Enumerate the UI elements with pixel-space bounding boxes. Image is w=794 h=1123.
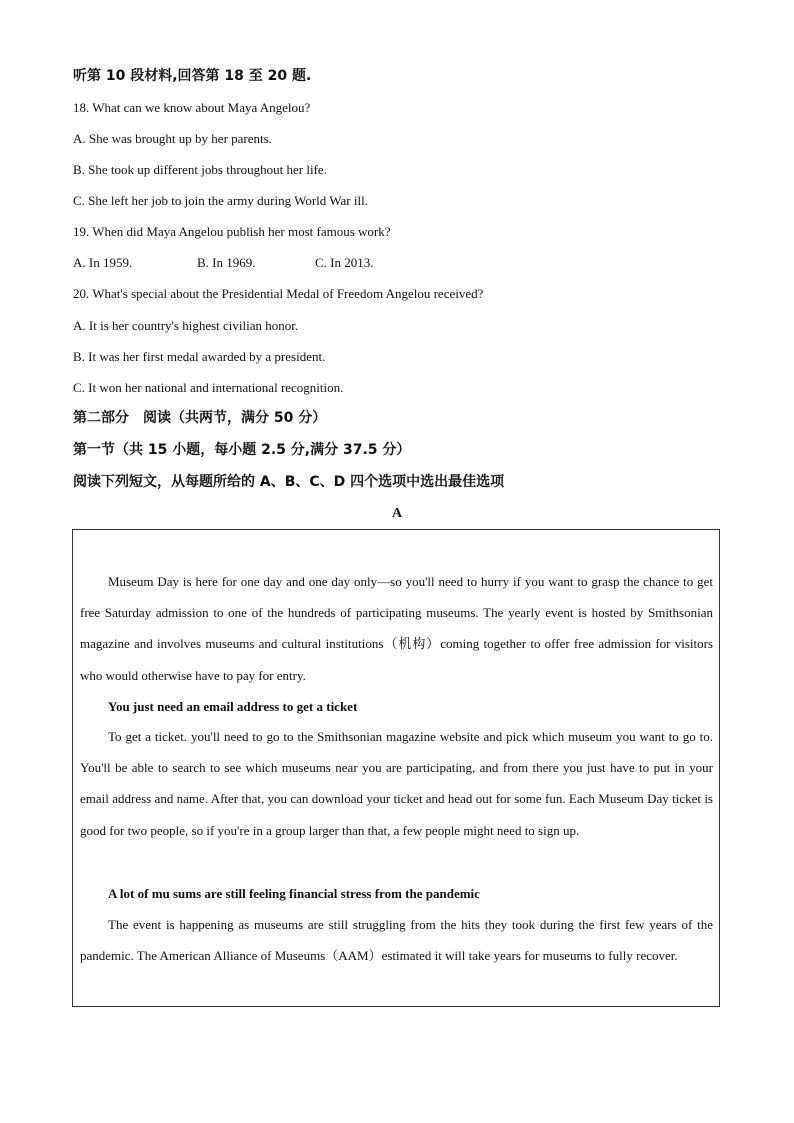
- q18-option-a: A. She was brought up by her parents.: [73, 131, 272, 146]
- passage-paragraph-2: To get a ticket. you'll need to go to the Smithsonian magazine website and pick which museum you want to go to. You'll be able to search to see which museums near you are participating, and from there you just have to put in your email address and name. After that, you can download your ticket and head out for some fun. Each Museum Day ticket is good for two people, so if you're in a group larger than that, a few people might need to sign up.: [80, 729, 713, 838]
- q19-option-b: B. In 1969.: [197, 255, 256, 270]
- q19-option-c: C. In 2013.: [315, 255, 374, 270]
- q19-option-a: A. In 1959.: [73, 255, 133, 270]
- q20-stem: 20. What's special about the Presidential Medal of Freedom Angelou received?: [73, 286, 484, 301]
- listening-section-heading: 听第 10 段材料,回答第 18 至 20 题.: [73, 68, 312, 84]
- passage-subheading-2: A lot of mu sums are still feeling financial stress from the pandemic: [108, 886, 480, 901]
- reading-section-heading: 第一节（共 15 小题，每小题 2.5 分,满分 37.5 分）: [73, 442, 411, 458]
- q18-stem: 18. What can we know about Maya Angelou?: [73, 100, 311, 115]
- passage-paragraph-1: Museum Day is here for one day and one day only—so you'll need to hurry if you want to grasp the chance to get free Saturday admission to one of the hundreds of participating museums. The yearly event is hosted by Smithsonian magazine and involves museums and cultural institutions（机构）coming together to offer free admission for visitors who would otherwise have to pay for entry.: [80, 574, 713, 683]
- passage-paragraph-3: The event is happening as museums are still struggling from the hits they took during the first few years of the pandemic. The American Alliance of Museums（AAM）estimated it will take years for museums to fully recover.: [80, 917, 713, 964]
- q20-option-b: B. It was her first medal awarded by a president.: [73, 349, 326, 364]
- q19-options: [73, 255, 374, 271]
- q20-option-c: C. It won her national and international recognition.: [73, 380, 344, 395]
- q19-stem: 19. When did Maya Angelou publish her most famous work?: [73, 224, 391, 239]
- q18-option-c: C. She left her job to join the army during World War ill.: [73, 193, 368, 208]
- q20-option-a: A. It is her country's highest civilian honor.: [73, 318, 299, 333]
- reading-instruction: 阅读下列短文，从每题所给的 A、B、C、D 四个选项中选出最佳选项: [73, 474, 505, 490]
- passage-subheading-1: You just need an email address to get a ticket: [108, 699, 358, 714]
- reading-part-heading: 第二部分 阅读（共两节，满分 50 分）: [73, 410, 327, 426]
- q18-option-b: B. She took up different jobs throughout her life.: [73, 162, 327, 177]
- passage-label: A: [391, 506, 403, 521]
